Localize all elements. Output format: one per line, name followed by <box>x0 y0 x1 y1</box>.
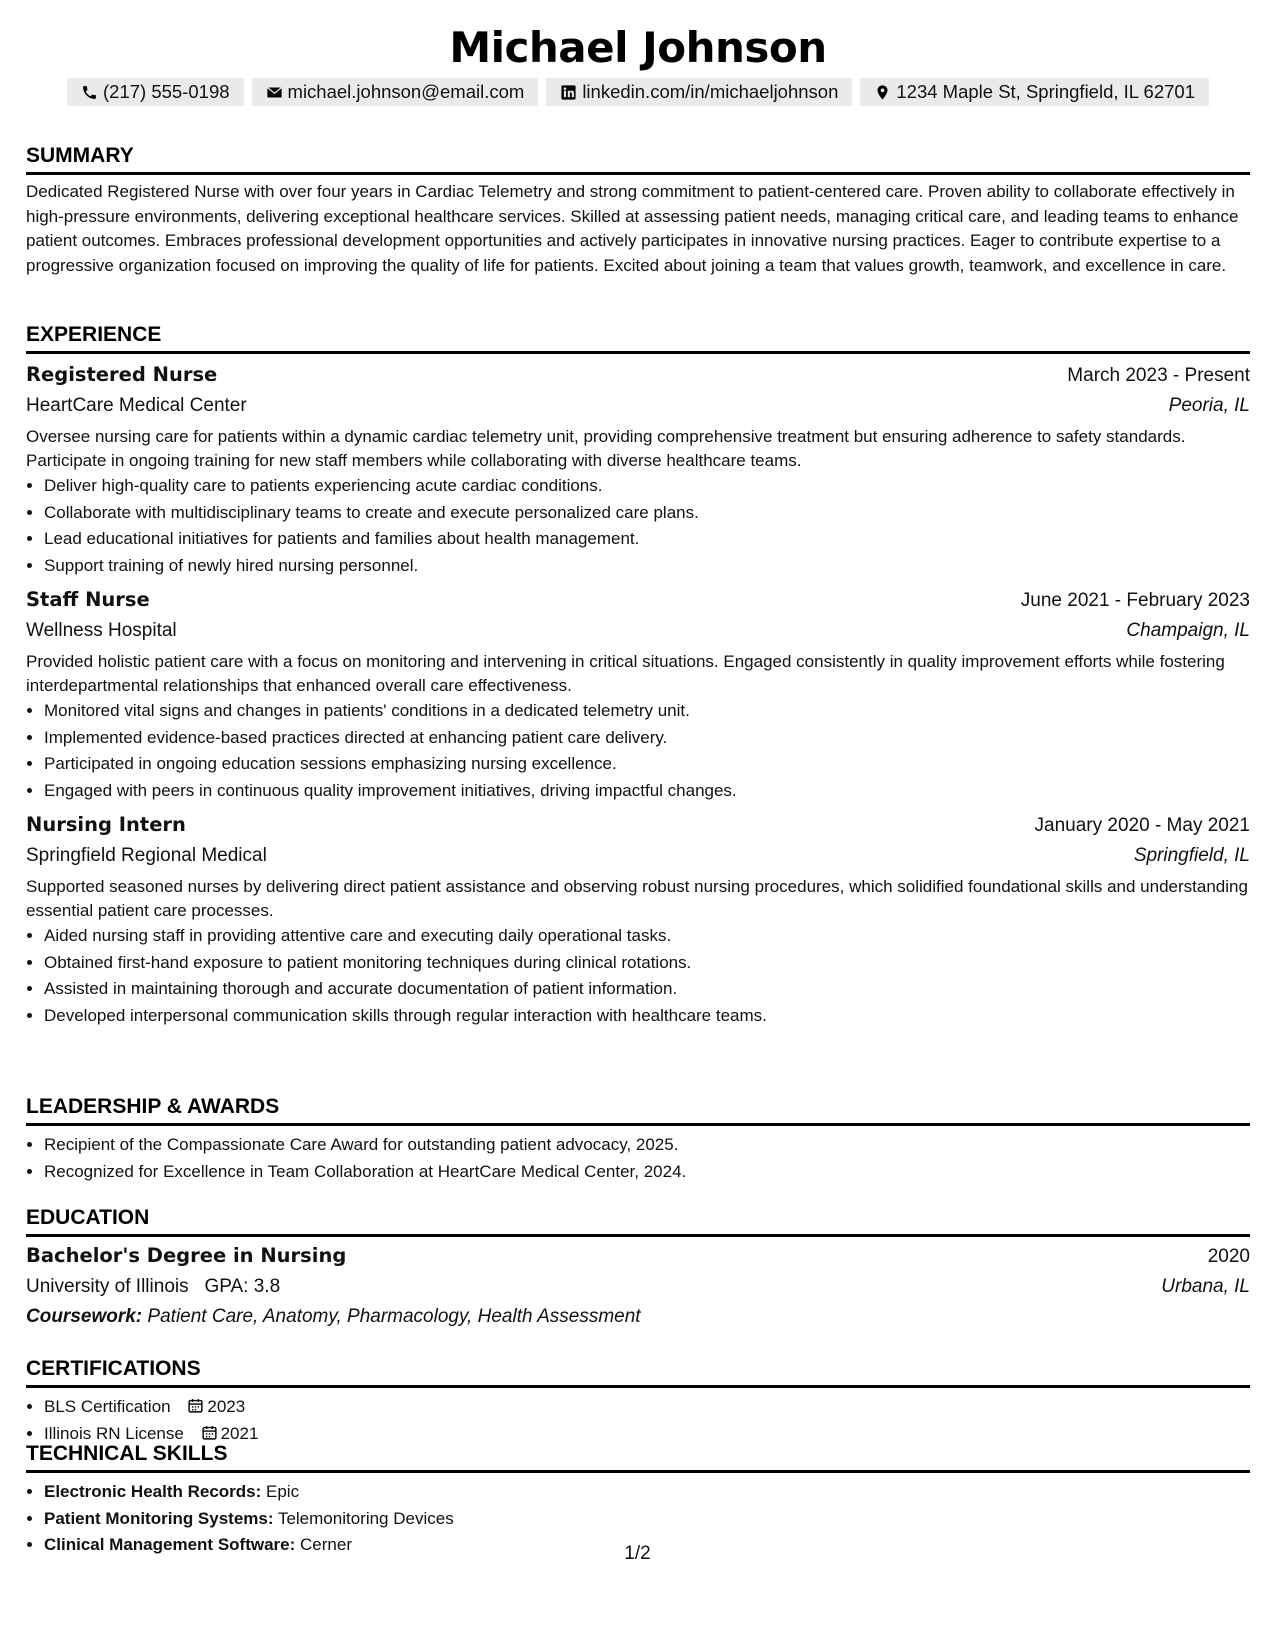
job-bullets <box>26 698 1250 804</box>
resume-page <box>26 0 1250 1554</box>
job-description: Supported seasoned nurses by delivering direct patient assistance and observing robust nursing procedures, which solidified foundational skills and understanding essential patient care processes. <box>26 877 1248 920</box>
phone-text: (217) 555-0198 <box>103 81 230 102</box>
job-location: Peoria, IL <box>1168 395 1250 416</box>
list-item: • Developed interpersonal communication skills through regular interaction with healthcare teams. <box>44 1003 1250 1030</box>
page-number: 1/2 <box>624 1543 651 1564</box>
job-bullets <box>26 473 1250 579</box>
school-location: Urbana, IL <box>1161 1276 1250 1297</box>
job-location: Springfield, IL <box>1133 845 1250 866</box>
job-organization: Springfield Regional Medical <box>26 845 267 866</box>
contact-address[interactable] <box>860 78 1209 106</box>
list-item: • Assisted in maintaining thorough and accurate documentation of patient information. <box>44 976 1250 1003</box>
list-item: • Recipient of the Compassionate Care Award for outstanding patient advocacy, 2025. <box>44 1132 1250 1159</box>
list-item: • Obtained first-hand exposure to patient monitoring techniques during clinical rotations. <box>44 950 1250 977</box>
skills-heading: TECHNICAL SKILLS <box>26 1441 1250 1473</box>
certifications-list <box>26 1394 1250 1447</box>
list-item <box>44 1394 1250 1421</box>
job-entry <box>26 810 1250 1029</box>
education-heading: EDUCATION <box>26 1205 1250 1237</box>
certification-name: BLS Certification <box>44 1397 171 1416</box>
certification-year: 2023 <box>207 1397 246 1416</box>
contact-phone[interactable] <box>67 78 244 106</box>
education-section <box>26 1205 1250 1332</box>
map-pin-icon <box>874 84 891 101</box>
email-text: michael.johnson@email.com <box>287 81 525 102</box>
envelope-icon <box>266 84 283 101</box>
list-item: • Deliver high-quality care to patients experiencing acute cardiac conditions. <box>44 473 1250 500</box>
job-title: Registered Nurse <box>26 363 218 386</box>
list-item: • Monitored vital signs and changes in patients' conditions in a dedicated telemetry unit. <box>44 698 1250 725</box>
job-entry <box>26 360 1250 579</box>
list-item <box>44 1479 1250 1506</box>
list-item: • Engaged with peers in continuous quality improvement initiatives, driving impactful changes. <box>44 778 1250 805</box>
summary-text: Dedicated Registered Nurse with over four years in Cardiac Telemetry and strong commitment to patient-centered care. Proven ability to collaborate effectively in high-pressure environments, delivering exceptional healthcare services. Skilled at assessing patient needs, managing critical care, and leading teams to enhance patient outcomes. Embraces professional development opportunities and actively participates in innovative nursing practices. Eager to contribute expertise to a progressive organization focused on improving the quality of life for patients. Excited about joining a team that values growth, teamwork, and excellence in care. <box>26 182 1239 275</box>
list-item: • Support training of newly hired nursing personnel. <box>44 553 1250 580</box>
job-location: Champaign, IL <box>1126 620 1250 641</box>
job-description: Oversee nursing care for patients within a dynamic cardiac telemetry unit, providing comprehensive treatment but ensuring adherence to safety standards. Participate in ongoing training for new staff members while collaborating with diverse healthcare teams. <box>26 427 1186 470</box>
certification-year: 2021 <box>220 1423 259 1443</box>
job-entry <box>26 585 1250 804</box>
experience-section <box>26 322 1250 1029</box>
address-text: 1234 Maple St, Springfield, IL 62701 <box>896 81 1195 102</box>
list-item: • Aided nursing staff in providing attentive care and executing daily operational tasks. <box>44 923 1250 950</box>
list-item: • Recognized for Excellence in Team Collaboration at HeartCare Medical Center, 2024. <box>44 1159 1250 1186</box>
list-item: • Collaborate with multidisciplinary teams to create and execute personalized care plans. <box>44 500 1250 527</box>
coursework-list: Patient Care, Anatomy, Pharmacology, Health Assessment <box>147 1306 641 1327</box>
awards-list <box>26 1132 1250 1185</box>
skills-section <box>26 1441 1250 1559</box>
summary-section <box>26 143 1250 278</box>
job-title: Nursing Intern <box>26 813 186 836</box>
skill-value: Telemonitoring Devices <box>277 1508 454 1528</box>
contact-linkedin[interactable] <box>546 78 852 106</box>
job-organization: HeartCare Medical Center <box>26 395 247 416</box>
linkedin-text: linkedin.com/in/michaeljohnson <box>582 81 839 102</box>
school-name: University of Illinois <box>26 1276 189 1297</box>
list-item: • Lead educational initiatives for patients and families about health management. <box>44 526 1250 553</box>
phone-icon <box>81 84 98 101</box>
contact-email[interactable] <box>252 78 539 106</box>
coursework <box>26 1302 1250 1332</box>
certifications-heading: CERTIFICATIONS <box>26 1356 1250 1388</box>
coursework-label: Coursework: <box>26 1306 143 1327</box>
awards-section <box>26 1094 1250 1185</box>
list-item <box>44 1506 1250 1533</box>
graduation-year: 2020 <box>1207 1246 1250 1267</box>
degree-title: Bachelor's Degree in Nursing <box>26 1244 347 1267</box>
certifications-section <box>26 1356 1250 1447</box>
linkedin-icon <box>560 84 577 101</box>
skill-label: Patient Monitoring Systems: <box>44 1508 274 1528</box>
certification-name: Illinois RN License <box>44 1423 184 1443</box>
job-description: Provided holistic patient care with a focus on monitoring and intervening in critical situations. Engaged consistently in quality improvement efforts while fostering interdepartmental relationships that enhanced overall care effectiveness. <box>26 652 1225 695</box>
contact-bar <box>26 78 1250 106</box>
job-title: Staff Nurse <box>26 588 150 611</box>
experience-heading: EXPERIENCE <box>26 322 1250 354</box>
skill-label: Clinical Management Software: <box>44 1535 296 1554</box>
skill-label: Electronic Health Records: <box>44 1482 262 1501</box>
summary-heading: SUMMARY <box>26 143 1250 175</box>
skill-value: Epic <box>266 1482 300 1501</box>
job-dates: March 2023 - Present <box>1067 365 1250 386</box>
calendar-icon <box>187 1397 204 1414</box>
skill-value: Cerner <box>300 1535 352 1554</box>
gpa-value: GPA: 3.8 <box>204 1276 281 1297</box>
calendar-icon <box>201 1424 218 1441</box>
job-dates: January 2020 - May 2021 <box>1034 815 1250 836</box>
job-bullets <box>26 923 1250 1029</box>
list-item: • Implemented evidence-based practices directed at enhancing patient care delivery. <box>44 725 1250 752</box>
candidate-name: Michael Johnson <box>449 23 827 72</box>
awards-heading: LEADERSHIP & AWARDS <box>26 1094 1250 1126</box>
job-organization: Wellness Hospital <box>26 620 177 641</box>
list-item: • Participated in ongoing education sessions emphasizing nursing excellence. <box>44 751 1250 778</box>
job-dates: June 2021 - February 2023 <box>1020 590 1250 611</box>
